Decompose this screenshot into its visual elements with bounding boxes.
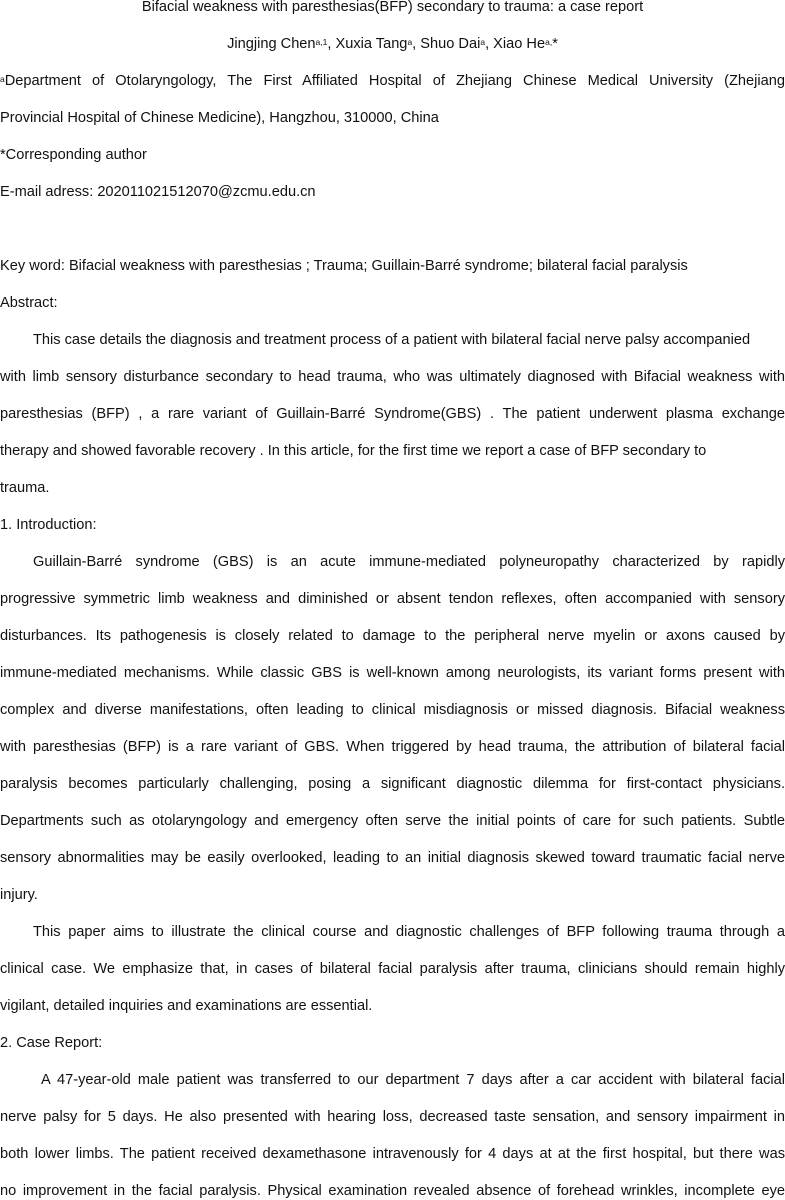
affiliation-line-1: $^a$Department of Otolaryngology, The First Affiliated Hospital of Zhejiang Chinese Medical University (Zhejiang bbox=[0, 73, 785, 89]
section-heading-introduction: 1. Introduction: bbox=[0, 517, 97, 533]
intro-line: disturbances. Its pathogenesis is closely related to damage to the peripheral nerve myelin or axons caused by bbox=[0, 628, 785, 644]
abstract-line: with limb sensory disturbance secondary to head trauma, who was ultimately diagnosed with Bifacial weakness with bbox=[0, 369, 785, 385]
intro-line: clinical case. We emphasize that, in cases of bilateral facial paralysis after trauma, clinicians should remain highly bbox=[0, 961, 785, 977]
intro-line: vigilant, detailed inquiries and examinations are essential. bbox=[0, 998, 373, 1014]
intro-line: with paresthesias (BFP) is a rare variant of GBS. When triggered by head trauma, the attribution of bilateral facial bbox=[0, 739, 785, 755]
author-4: Xiao $He^{a,}*$ bbox=[493, 36, 558, 52]
paper-title: Bifacial weakness with paresthesias(BFP) secondary to trauma: a case report bbox=[141, 0, 644, 15]
author-2: Xuxia Tang$^a$, bbox=[335, 36, 421, 52]
intro-line: This paper aims to illustrate the clinical course and diagnostic challenges of BFP following trauma through a bbox=[33, 924, 785, 940]
case-line: no improvement in the facial paralysis. Physical examination revealed absence of forehead wrinkles, incomplete eye bbox=[0, 1183, 785, 1199]
case-line: both lower limbs. The patient received dexamethasone intravenously for 4 days at at the first hospital, but there was bbox=[0, 1146, 785, 1162]
intro-line: paralysis becomes particularly challenging, posing a significant diagnostic dilemma for first-contact physicians. bbox=[0, 776, 785, 792]
section-heading-case-report: 2. Case Report: bbox=[0, 1035, 103, 1051]
intro-line: complex and diverse manifestations, often leading to clinical misdiagnosis or missed diagnosis. Bifacial weakness bbox=[0, 702, 785, 718]
keywords: Key word: Bifacial weakness with paresthesias ; Trauma; Guillain-Barré syndrome; bilateral facial paralysis bbox=[0, 258, 688, 274]
abstract-line: paresthesias (BFP) , a rare variant of Guillain-Barré Syndrome(GBS) . The patient underwent plasma exchange bbox=[0, 406, 785, 422]
intro-line: Departments such as otolaryngology and emergency often serve the initial points of care for such patients. Subtle bbox=[0, 813, 785, 829]
intro-line: injury. bbox=[0, 887, 38, 903]
abstract-line: therapy and showed favorable recovery . In this article, for the first time we report a case of BFP secondary to bbox=[0, 443, 707, 459]
affiliation-line-2: Provincial Hospital of Chinese Medicine), Hangzhou, 310000, China bbox=[0, 110, 439, 126]
email-line: E-mail adress: 202011021512070@zcmu.edu.cn bbox=[0, 184, 316, 200]
abstract-heading: Abstract: bbox=[0, 295, 58, 311]
author-3: Shuo Dai$^a$, bbox=[420, 36, 494, 52]
case-line: nerve palsy for 5 days. He also presented with hearing loss, decreased taste sensation, and sensory impairment in bbox=[0, 1109, 785, 1125]
intro-line: progressive symmetric limb weakness and diminished or absent tendon reflexes, often accompanied with sensory bbox=[0, 591, 785, 607]
abstract-line: trauma. bbox=[0, 480, 50, 496]
abstract-line: This case details the diagnosis and treatment process of a patient with bilateral facial nerve palsy accompanied bbox=[33, 332, 751, 348]
intro-line: sensory abnormalities may be easily overlooked, leading to an initial diagnosis skewed toward traumatic facial nerve bbox=[0, 850, 785, 866]
author-1: Jingjing Chen$^{a,1}$, bbox=[227, 36, 336, 52]
intro-line: immune-mediated mechanisms. While classic GBS is well-known among neurologists, its variant forms present with bbox=[0, 665, 785, 681]
corresponding-author: *Corresponding author bbox=[0, 147, 147, 163]
case-line: A 47-year-old male patient was transferred to our department 7 days after a car accident with bilateral facial bbox=[41, 1072, 785, 1088]
author-list bbox=[0, 34, 785, 54]
intro-line: Guillain-Barré syndrome (GBS) is an acute immune-mediated polyneuropathy characterized by rapidly bbox=[33, 554, 785, 570]
